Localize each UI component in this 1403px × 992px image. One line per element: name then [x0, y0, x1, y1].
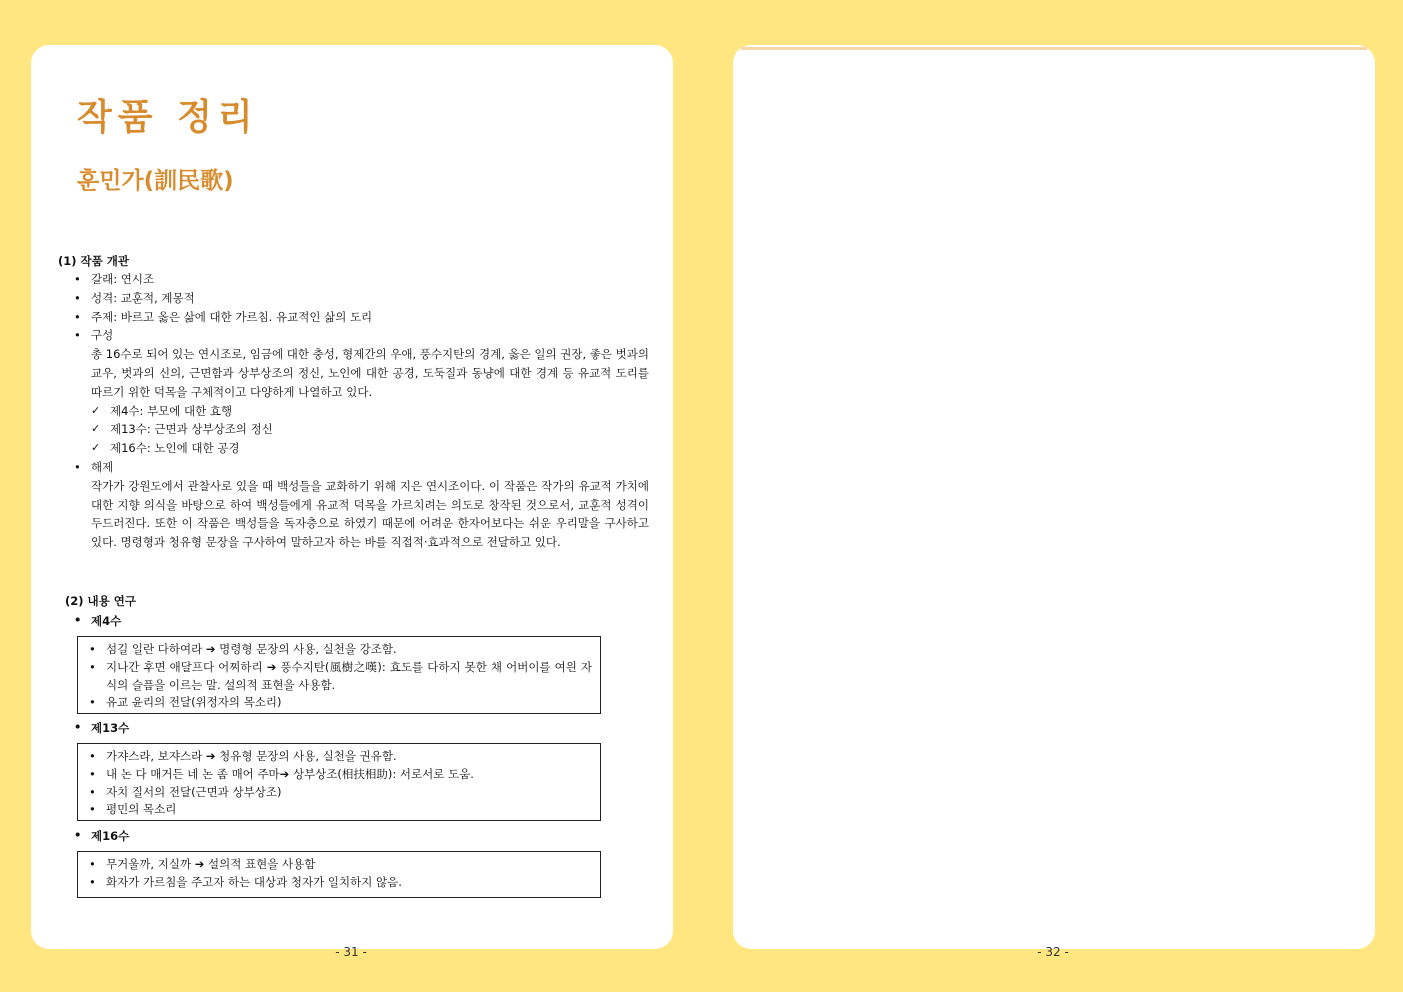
- study-heading: (2) 내용 연구: [65, 594, 136, 608]
- box-item: • 내 논 다 매거든 네 논 좀 매어 주마➔ 상부상조(相扶相助): 서로서로 도움.: [89, 766, 592, 784]
- overview-theme: • 주제: 바르고 옳은 삶에 대한 가르침. 유교적인 삶의 도리: [74, 308, 649, 327]
- arrow-icon: ➔: [205, 642, 216, 656]
- box-item: • 유교 윤리의 전달(위정자의 목소리): [89, 694, 592, 712]
- structure-check-item: ✓ 제13수: 근면과 상부상조의 정신: [74, 420, 649, 439]
- stanza-13-label: • 제13수: [74, 720, 129, 736]
- structure-check-item: ✓ 제4수: 부모에 대한 효행: [74, 402, 649, 421]
- box-item: • 섬길 일란 다하여라 ➔ 명령형 문장의 사용, 실천을 강조함.: [89, 641, 592, 659]
- box-item: • 지나간 후면 애달프다 어찌하리 ➔ 풍수지탄(風樹之嘆): 효도를 다하지 못한 채 어버이를 여읜 자식의 슬픔을 이르는 말. 설의적 표현을 사용함.: [89, 659, 592, 695]
- page-32: [733, 45, 1375, 949]
- page-title: 작품 정리: [77, 97, 259, 138]
- box-item: • 화자가 가르침을 주고자 하는 대상과 청자가 일치하지 않음.: [89, 874, 592, 892]
- overview-character: • 성격: 교훈적, 계몽적: [74, 289, 649, 308]
- box-item: • 자치 질서의 전달(근면과 상부상조): [89, 784, 592, 802]
- work-subtitle: 훈민가(訓民歌): [77, 168, 234, 194]
- overview-genre: • 갈래: 연시조: [74, 270, 649, 289]
- arrow-icon: ➔: [194, 857, 205, 871]
- stanza-16-label: • 제16수: [74, 828, 129, 844]
- box-item: • 평민의 목소리: [89, 801, 592, 819]
- page-31: [31, 45, 673, 949]
- stanza-4-label: • 제4수: [74, 613, 121, 629]
- overview-heading: (1) 작품 개관: [58, 254, 129, 268]
- analysis-paragraph: 작가가 강원도에서 관찰사로 있을 때 백성들을 교화하기 위해 지은 연시조이다. 이 작품은 작가의 유교적 가치에 대한 지향 의식을 바탕으로 하여 백성들에게 유교적 덕목을 가르치려는 의도로 창작된 것으로서, 교훈적 성격이 두드러진다. 또한 이 작품은 백성들을 독자층으로 하였기 때문에 어려운 한자어보다는 쉬운 우리말을 구사하고 있다. 명령형과 청유형 문장을 구사하여 말하고자 하는 바를 직접적·효과적으로 전달하고 있다.: [91, 478, 649, 550]
- arrow-icon: ➔: [266, 659, 277, 674]
- stanza-4-box: [77, 636, 601, 714]
- arrow-icon: ➔: [205, 749, 216, 763]
- overview-section: [74, 270, 649, 552]
- structure-check-item: ✓ 제16수: 노인에 대한 공경: [74, 439, 649, 458]
- stanza-16-box: [77, 851, 601, 898]
- structure-paragraph: 총 16수로 되어 있는 연시조로, 임금에 대한 충성, 형제간의 우애, 풍수지탄의 경계, 옳은 일의 권장, 좋은 벗과의 교우, 벗과의 신의, 근면함과 상부상조의 정신, 노인에 대한 공경, 도둑질과 동냥에 대한 경계 등 유교적 도리를 따르기 위한 덕목을 구체적이고 다양하게 나열하고 있다.: [91, 347, 649, 399]
- page-number-left: - 31 -: [335, 945, 367, 959]
- box-item: • 가쟈스라, 보쟈스라 ➔ 청유형 문장의 사용, 실천을 권유함.: [89, 748, 592, 766]
- overview-structure-label: • 구성: [74, 326, 649, 345]
- page-number-right: - 32 -: [1037, 945, 1069, 959]
- box-item: • 무거울까, 지실까 ➔ 설의적 표현을 사용함: [89, 856, 592, 874]
- stanza-13-box: [77, 743, 601, 821]
- arrow-icon: ➔: [279, 766, 290, 781]
- header-rule: [741, 47, 1367, 50]
- overview-analysis-label: • 해제: [74, 458, 649, 477]
